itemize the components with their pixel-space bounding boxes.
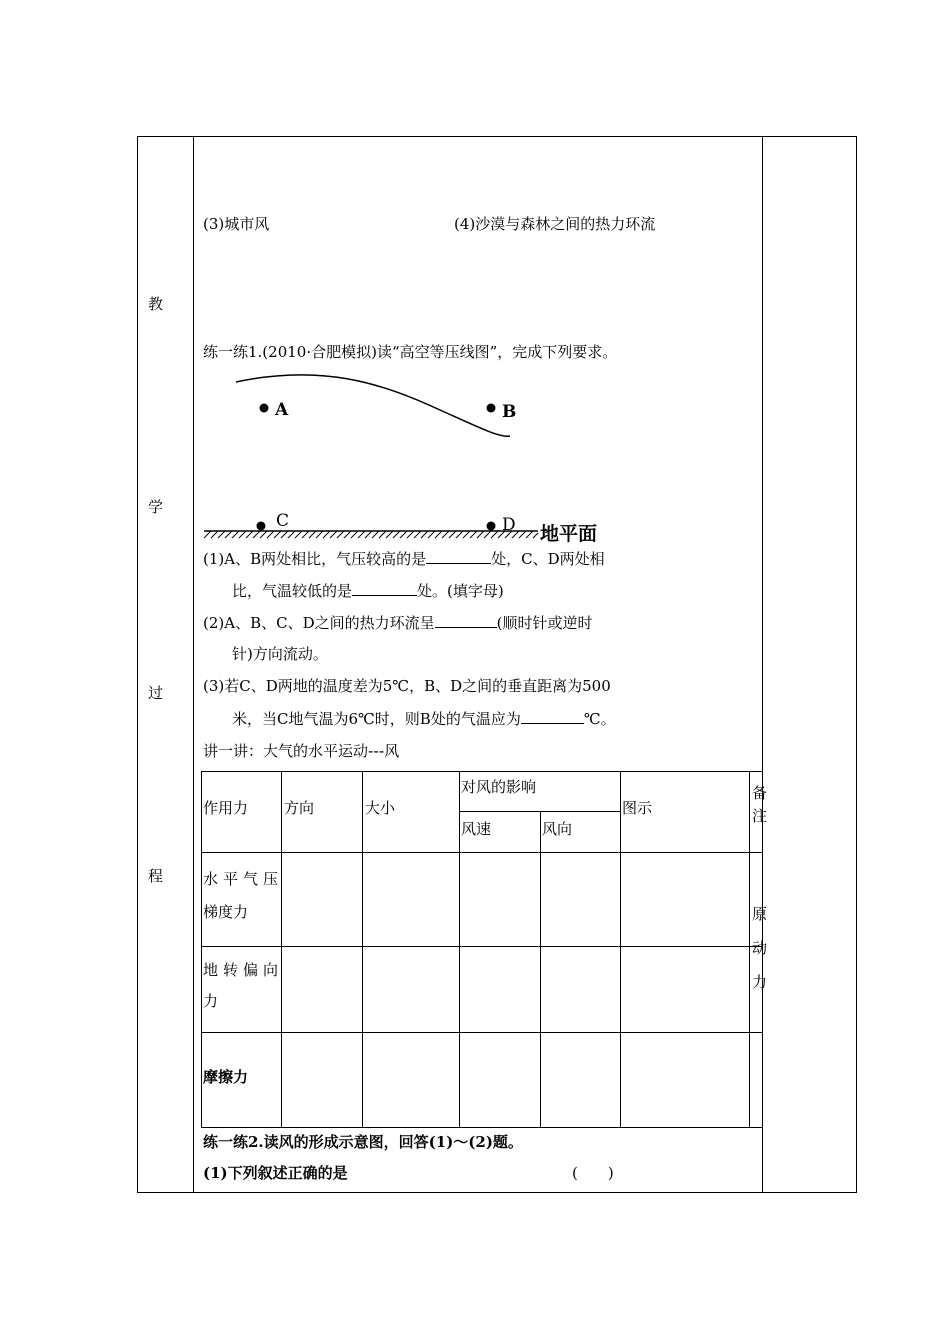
point-b-label: B — [502, 402, 517, 422]
point-a-label: A — [275, 400, 289, 420]
q3-blank[interactable] — [521, 709, 584, 724]
table-col-3 — [459, 771, 460, 1128]
point-c-dot — [257, 522, 266, 531]
row1-note: 原动力 — [752, 905, 768, 991]
q1-text-b: 处，C、D两处相 — [491, 550, 605, 568]
table-bottom — [201, 1127, 762, 1128]
row3-force: 摩擦力 — [203, 1068, 249, 1086]
q1-text-a: (1)A、B两处相比，气压较高的是 — [203, 550, 427, 568]
q1-blank-1[interactable] — [426, 549, 491, 564]
q3-text-b: 米，当C地气温为6℃时，则B处的气温应为 — [232, 710, 521, 728]
header-wind-dir: 风向 — [542, 820, 573, 838]
header-influence: 对风的影响 — [461, 778, 537, 796]
table-row1-top — [201, 852, 762, 853]
side-label-guo: 过 — [148, 684, 164, 702]
q1-line1 — [203, 549, 605, 568]
header-diagram: 图示 — [622, 799, 653, 817]
header-size: 大小 — [365, 799, 396, 817]
side-label-jiao: 教 — [148, 295, 164, 313]
q1-text-c: 比，气温较低的是 — [232, 582, 353, 600]
exercise2-title: 练一练2.读风的形成示意图，回答(1)～(2)题。 — [203, 1133, 523, 1151]
side-label-xue: 学 — [148, 498, 164, 516]
frame-col-divider-2 — [762, 136, 763, 1193]
q1-blank-2[interactable] — [352, 581, 417, 596]
point-c-label: C — [276, 511, 290, 531]
table-top — [201, 771, 762, 772]
q2-text-b: (顺时针或逆时 — [496, 614, 593, 632]
table-col-2 — [362, 771, 363, 1128]
item-desert-forest: (4)沙漠与森林之间的热力环流 — [454, 215, 656, 233]
row2-force-line2: 力 — [203, 992, 219, 1010]
ground-hatching — [204, 531, 538, 538]
header-note: 备注 — [752, 784, 768, 825]
table-col-1 — [281, 771, 282, 1128]
point-d-dot — [487, 522, 496, 531]
table-col-0 — [201, 771, 202, 1128]
frame-bottom-border — [137, 1192, 857, 1193]
q3-text-c: ℃。 — [583, 710, 616, 728]
header-speed: 风速 — [461, 820, 492, 838]
exercise2-q1-bracket[interactable]: ( ) — [572, 1164, 614, 1182]
table-row3-top — [201, 1032, 762, 1033]
q3-line1: (3)若C、D两地的温度差为5℃，B、D之间的垂直距离为500 — [203, 677, 611, 695]
table-row2-top — [201, 946, 762, 947]
q2-blank[interactable] — [435, 613, 497, 628]
frame-col-divider-1 — [193, 136, 194, 1193]
header-direction: 方向 — [284, 799, 315, 817]
row2-force-line1: 地转偏向 — [203, 961, 284, 979]
point-a-dot — [260, 404, 269, 413]
frame-right-border — [856, 136, 857, 1193]
q1-text-d: 处。(填字母) — [417, 582, 504, 600]
q1-line2 — [232, 581, 504, 600]
table-col-5 — [620, 771, 621, 1128]
header-force: 作用力 — [203, 799, 249, 817]
row1-force-line1: 水平气压 — [203, 870, 284, 888]
exercise2-q1: (1)下列叙述正确的是 — [203, 1164, 348, 1182]
q2-line1 — [203, 613, 592, 632]
ground-label: 地平面 — [540, 523, 598, 545]
frame-left-border — [137, 136, 138, 1193]
table-col-4 — [540, 811, 541, 1128]
item-city-wind: (3)城市风 — [203, 215, 270, 233]
q2-text-a: (2)A、B、C、D之间的热力环流呈 — [203, 614, 435, 632]
frame-top-border — [137, 136, 857, 137]
exercise1-title: 练一练1.(2010·合肥模拟)读“高空等压线图”，完成下列要求。 — [203, 343, 618, 361]
point-b-dot — [487, 404, 496, 413]
side-label-cheng: 程 — [148, 867, 164, 885]
table-col-6 — [749, 771, 750, 1128]
q3-line2 — [232, 709, 616, 728]
isobar-diagram — [200, 370, 640, 550]
row1-force-line2: 梯度力 — [203, 903, 249, 921]
point-d-label: D — [502, 515, 516, 535]
lecture-title: 讲一讲：大气的水平运动---风 — [203, 742, 400, 760]
q2-line2: 针)方向流动。 — [232, 645, 328, 663]
